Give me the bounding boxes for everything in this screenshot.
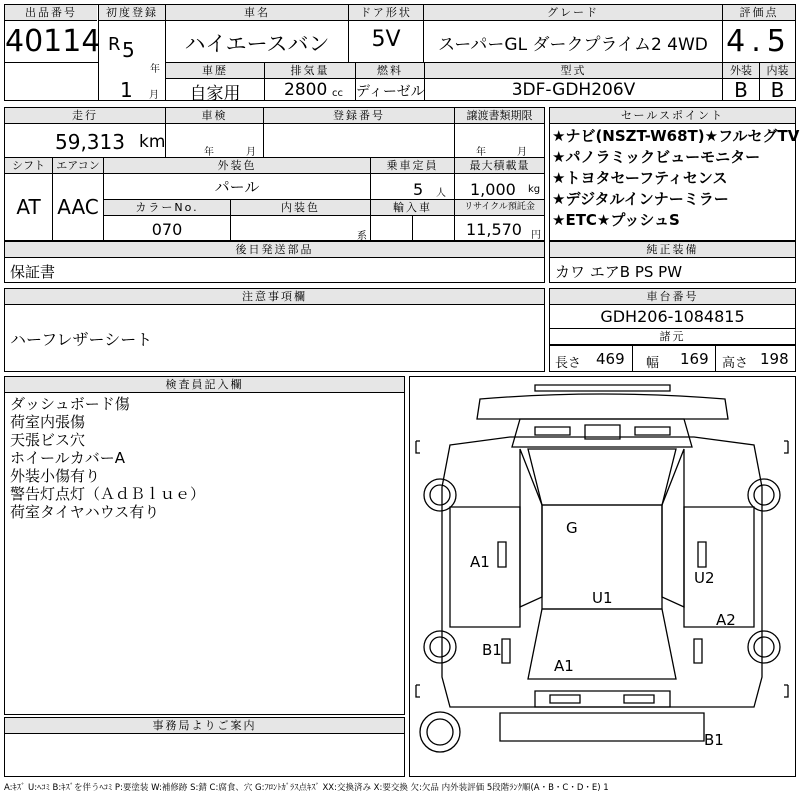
interior-grade: B	[770, 78, 785, 102]
ext-color: パール	[214, 178, 260, 196]
length-label: 長さ	[555, 356, 582, 371]
cc-unit: cc	[332, 88, 343, 99]
mileage: 59,313	[55, 130, 125, 154]
inspector-line: ホイールカバーA	[10, 449, 125, 467]
selling-point-item: ★ETC★プッシュS	[552, 211, 680, 229]
km-unit: km	[139, 132, 166, 152]
year-unit: 年	[150, 64, 160, 75]
transfer-label: 譲渡書類期限	[455, 108, 544, 124]
displacement: 2800	[284, 80, 328, 100]
fuel-label: 燃料	[356, 63, 424, 79]
chassis-label: 車台番号	[550, 289, 795, 305]
max-load: 1,000	[470, 180, 516, 199]
era: R	[108, 34, 121, 55]
inspector-line: 荷室内張傷	[10, 413, 86, 431]
person-unit: 人	[436, 188, 446, 199]
lot-no-label: 出品番号	[5, 5, 97, 21]
series-unit: 系	[357, 231, 367, 242]
selling-points-list	[552, 126, 800, 231]
inspector-line: 天張ビス穴	[10, 431, 86, 449]
width-label: 幅	[646, 356, 660, 371]
door: 5V	[371, 27, 401, 52]
info-grid	[4, 107, 545, 241]
selling-point-item: ★デジタルインナーミラー	[552, 190, 729, 208]
width: 169	[680, 350, 709, 368]
first-reg-label: 初度登録	[99, 5, 165, 21]
selling-point-item: ★ナビ(NSZT-W68T)★フルセグTV	[552, 127, 800, 145]
length: 469	[596, 350, 625, 368]
height-label: 高さ	[722, 356, 749, 371]
max-load-label: 最大積載量	[455, 158, 544, 174]
displacement-label: 排気量	[265, 63, 355, 79]
height: 198	[760, 350, 789, 368]
history: 自家用	[189, 84, 241, 104]
damage-mark: B1	[482, 641, 502, 659]
reg-year: 5	[122, 38, 135, 62]
damage-mark: A1	[554, 657, 574, 675]
shift-label: シフト	[5, 158, 52, 174]
inspection-year-unit: 年	[204, 147, 214, 158]
score-label: 評価点	[723, 5, 795, 21]
later-parts-label: 後日発送部品	[5, 242, 544, 258]
later-parts: 保証書	[10, 263, 56, 281]
yen-unit: 円	[531, 230, 541, 241]
interior-label: 内装	[760, 63, 795, 79]
van-outline-diagram	[410, 377, 794, 775]
inspector-label: 検査員記入欄	[5, 377, 404, 393]
mileage-label: 走行	[5, 108, 165, 124]
car-diagram	[409, 376, 796, 777]
inspector-line: ダッシュボード傷	[10, 395, 130, 413]
int-color-label: 内装色	[231, 200, 370, 216]
equipment: カワ エアB PS PW	[555, 263, 683, 281]
inspection-label: 車検	[166, 108, 263, 124]
color-no-label: カラーNo.	[104, 200, 230, 216]
color-no: 070	[151, 220, 183, 239]
model: 3DF-GDH206V	[511, 80, 636, 100]
shift: AT	[16, 195, 41, 219]
transfer-month-unit: 月	[517, 147, 527, 158]
model-label: 型式	[425, 63, 722, 79]
damage-mark: G	[566, 519, 578, 537]
car-name: ハイエースバン	[184, 32, 330, 56]
selling-point-item: ★パノラミックビューモニター	[552, 148, 761, 166]
office-label: 事務局よりご案内	[5, 718, 404, 734]
inspector-lines	[10, 395, 205, 521]
legend: A:ｷｽﾞ U:ﾍｺﾐ B:ｷｽﾞを伴うﾍｺﾐ P:要塗装 W:補修跡 S:錆 C:腐食、穴 G:ﾌﾛﾝﾄｶﾞﾗｽ点ｷｽﾞ XX:交換済み X:要交換 欠:欠品 内外装評価 5段階ﾗﾝｸ順(A・B・C・D・E) 1	[4, 783, 609, 793]
kg-unit: kg	[528, 184, 541, 195]
month-unit: 月	[149, 90, 159, 101]
ext-color-label: 外装色	[104, 158, 370, 174]
import-label: 輸入車	[371, 200, 454, 216]
inspection-month-unit: 月	[246, 147, 256, 158]
lot-no: 40114	[5, 24, 101, 59]
notes-label: 注意事項欄	[5, 289, 544, 305]
inspector-line: 荷室タイヤハウス有り	[10, 503, 160, 521]
damage-mark: A1	[470, 553, 490, 571]
capacity: 5	[413, 180, 424, 199]
recycle-label: リサイクル預託金	[455, 200, 544, 216]
damage-mark: B1	[704, 731, 724, 749]
chassis-no: GDH206-1084815	[600, 307, 745, 326]
recycle: 11,570	[466, 220, 522, 239]
selling-point-item: ★トヨタセーフティセンス	[552, 169, 728, 187]
aircon: AAC	[57, 195, 99, 219]
exterior-grade: B	[734, 78, 748, 102]
damage-mark: U2	[694, 569, 715, 587]
inspector-line: 警告灯点灯（ＡｄＢｌｕｅ）	[10, 485, 206, 503]
inspector-line: 外装小傷有り	[10, 467, 101, 485]
fuel: ディーゼル	[356, 84, 425, 100]
grade-label: グレード	[424, 5, 722, 21]
grade: スーパーGL ダークプライム2 4WD	[438, 35, 708, 55]
damage-mark: A2	[716, 611, 736, 629]
reg-month: 1	[120, 78, 133, 102]
car-name-label: 車名	[166, 5, 348, 21]
selling-points-label: セールスポイント	[550, 108, 795, 124]
exterior-label: 外装	[723, 63, 759, 79]
equipment-label: 純正装備	[550, 242, 795, 258]
dims-label: 諸元	[550, 329, 795, 345]
capacity-label: 乗車定員	[371, 158, 454, 174]
aircon-label: エアコン	[53, 158, 103, 174]
notes: ハーフレザーシート	[10, 330, 153, 349]
transfer-year-unit: 年	[476, 147, 486, 158]
reg-no-label: 登録番号	[264, 108, 454, 124]
history-label: 車歴	[166, 63, 264, 79]
damage-mark: U1	[592, 589, 613, 607]
door-label: ドア形状	[349, 5, 423, 21]
score: 4.5	[726, 24, 792, 59]
